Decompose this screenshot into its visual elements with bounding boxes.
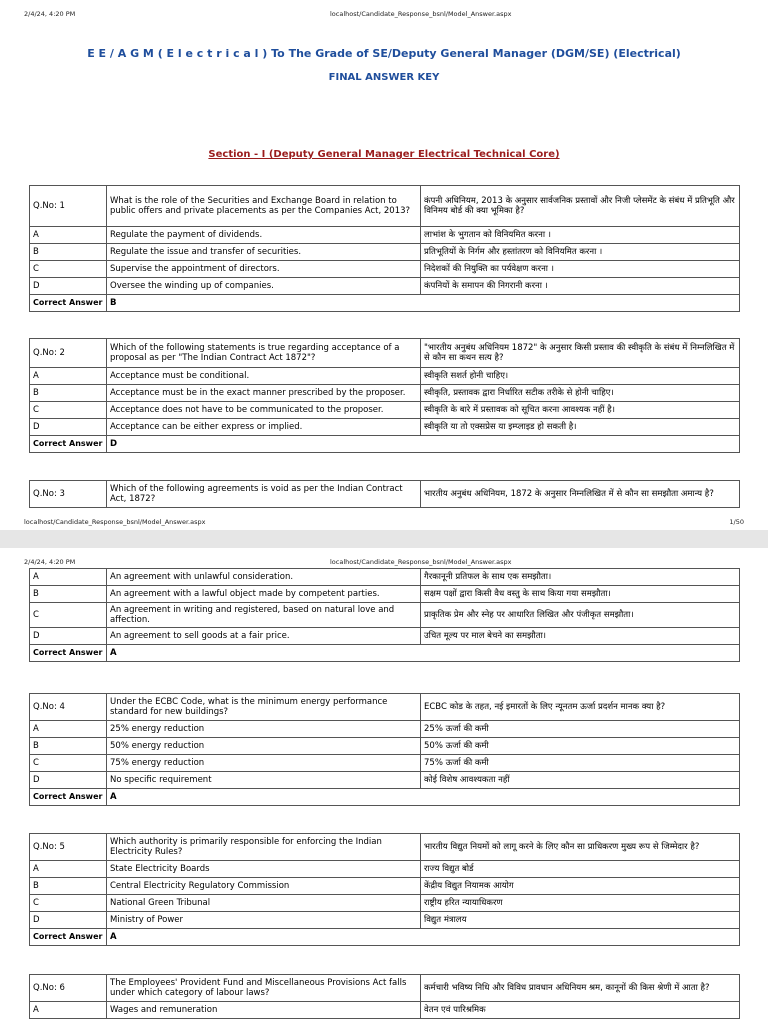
option-key: A bbox=[30, 861, 107, 878]
option-key: A bbox=[30, 227, 107, 244]
option-key: C bbox=[30, 755, 107, 772]
answer-row bbox=[30, 295, 740, 312]
option-row bbox=[30, 628, 740, 645]
page-2 bbox=[0, 548, 768, 1024]
header-date: 2/4/24, 4:20 PM bbox=[24, 558, 76, 566]
option-row bbox=[30, 261, 740, 278]
question-text-hi: ECBC कोड के तहत, नई इमारतों के लिए न्यूनतम ऊर्जा प्रदर्शन मानक क्या है? bbox=[421, 694, 740, 721]
option-text-hi: राज्य विद्युत बोर्ड bbox=[421, 861, 740, 878]
option-text-hi: स्वीकृति सशर्त होनी चाहिए। bbox=[421, 368, 740, 385]
correct-answer-value: A bbox=[107, 645, 740, 662]
option-text-hi: राष्ट्रीय हरित न्यायाधिकरण bbox=[421, 895, 740, 912]
correct-answer-label: Correct Answer bbox=[30, 295, 107, 312]
option-text-en: State Electricity Boards bbox=[107, 861, 421, 878]
option-text-hi: 25% ऊर्जा की कमी bbox=[421, 721, 740, 738]
option-text-hi: गैरकानूनी प्रतिफल के साथ एक समझौता। bbox=[421, 569, 740, 586]
option-text-hi: स्वीकृति, प्रस्तावक द्वारा निर्धारित सटीक तरीके से होनी चाहिए। bbox=[421, 385, 740, 402]
option-text-hi: प्रतिभूतियों के निर्गम और हस्तांतरण को विनियमित करना । bbox=[421, 244, 740, 261]
question-number: Q.No: 2 bbox=[30, 339, 107, 368]
option-key: D bbox=[30, 628, 107, 645]
page-title: E E / A G M ( E l e c t r i c a l ) To The Grade of SE/Deputy General Manager (DGM/SE) (Electrical) bbox=[87, 47, 681, 60]
option-row bbox=[30, 586, 740, 603]
option-row bbox=[30, 755, 740, 772]
option-key: D bbox=[30, 772, 107, 789]
question-row bbox=[30, 481, 740, 508]
option-text-en: 75% energy reduction bbox=[107, 755, 421, 772]
option-key: C bbox=[30, 603, 107, 628]
option-row bbox=[30, 569, 740, 586]
question-table-3-continued bbox=[29, 568, 740, 662]
option-row bbox=[30, 878, 740, 895]
option-text-en: Supervise the appointment of directors. bbox=[107, 261, 421, 278]
option-text-en: An agreement with a lawful object made by competent parties. bbox=[107, 586, 421, 603]
correct-answer-value: A bbox=[107, 929, 740, 946]
option-text-hi: स्वीकृति के बारे में प्रस्तावक को सूचित करना आवश्यक नहीं है। bbox=[421, 402, 740, 419]
question-text-hi: कंपनी अधिनियम, 2013 के अनुसार सार्वजनिक प्रस्तावों और निजी प्लेसमेंट के संबंध में प्रतिभूति और विनिमय बोर्ड की क्या भूमिका है? bbox=[421, 186, 740, 227]
option-row bbox=[30, 244, 740, 261]
footer-url: localhost/Candidate_Response_bsnl/Model_Answer.aspx bbox=[24, 518, 206, 526]
option-key: B bbox=[30, 586, 107, 603]
option-text-hi: 50% ऊर्जा की कमी bbox=[421, 738, 740, 755]
question-text-en: Which of the following agreements is void as per the Indian Contract Act, 1872? bbox=[107, 481, 421, 508]
question-number: Q.No: 5 bbox=[30, 834, 107, 861]
option-text-en: Ministry of Power bbox=[107, 912, 421, 929]
question-text-hi: भारतीय अनुबंध अधिनियम, 1872 के अनुसार निम्नलिखित में से कौन सा समझौता अमान्य है? bbox=[421, 481, 740, 508]
option-row bbox=[30, 227, 740, 244]
option-text-en: Wages and remuneration bbox=[107, 1002, 421, 1019]
option-text-hi: स्वीकृति या तो एक्सप्रेस या इम्प्लाइड हो सकती है। bbox=[421, 419, 740, 436]
option-text-en: Acceptance can be either express or implied. bbox=[107, 419, 421, 436]
question-number: Q.No: 1 bbox=[30, 186, 107, 227]
option-key: B bbox=[30, 738, 107, 755]
option-key: C bbox=[30, 261, 107, 278]
option-text-en: Acceptance must be in the exact manner prescribed by the proposer. bbox=[107, 385, 421, 402]
option-row bbox=[30, 772, 740, 789]
option-text-en: Acceptance does not have to be communicated to the proposer. bbox=[107, 402, 421, 419]
correct-answer-value: A bbox=[107, 789, 740, 806]
option-key: D bbox=[30, 419, 107, 436]
option-text-en: An agreement with unlawful consideration. bbox=[107, 569, 421, 586]
question-row bbox=[30, 975, 740, 1002]
option-row bbox=[30, 912, 740, 929]
option-text-hi: केंद्रीय विद्युत नियामक आयोग bbox=[421, 878, 740, 895]
option-text-hi: लाभांश के भुगतान को विनियमित करना । bbox=[421, 227, 740, 244]
option-text-en: Acceptance must be conditional. bbox=[107, 368, 421, 385]
option-key: A bbox=[30, 569, 107, 586]
option-text-hi: निदेशकों की नियुक्ति का पर्यवेक्षण करना । bbox=[421, 261, 740, 278]
question-text-en: What is the role of the Securities and Exchange Board in relation to public offers and private placements as per the Companies Act, 2013? bbox=[107, 186, 421, 227]
correct-answer-label: Correct Answer bbox=[30, 789, 107, 806]
option-row bbox=[30, 368, 740, 385]
option-text-en: Central Electricity Regulatory Commission bbox=[107, 878, 421, 895]
question-table-6 bbox=[29, 974, 740, 1019]
question-row bbox=[30, 339, 740, 368]
option-row bbox=[30, 278, 740, 295]
option-text-hi: कंपनियों के समापन की निगरानी करना । bbox=[421, 278, 740, 295]
option-text-hi: प्राकृतिक प्रेम और स्नेह पर आधारित लिखित और पंजीकृत समझौता। bbox=[421, 603, 740, 628]
option-text-en: Oversee the winding up of companies. bbox=[107, 278, 421, 295]
question-text-hi: भारतीय विद्युत नियमों को लागू करने के लिए कौन सा प्राधिकरण मुख्य रूप से जिम्मेदार है? bbox=[421, 834, 740, 861]
question-table-3 bbox=[29, 480, 740, 508]
answer-row bbox=[30, 929, 740, 946]
option-key: B bbox=[30, 385, 107, 402]
option-key: B bbox=[30, 878, 107, 895]
question-number: Q.No: 3 bbox=[30, 481, 107, 508]
question-text-en: Under the ECBC Code, what is the minimum energy performance standard for new buildings? bbox=[107, 694, 421, 721]
option-key: B bbox=[30, 244, 107, 261]
question-number: Q.No: 6 bbox=[30, 975, 107, 1002]
option-key: A bbox=[30, 1002, 107, 1019]
footer-page-number: 1/50 bbox=[729, 518, 744, 526]
answer-row bbox=[30, 436, 740, 453]
option-key: A bbox=[30, 368, 107, 385]
option-row bbox=[30, 861, 740, 878]
question-table-1 bbox=[29, 185, 740, 312]
option-text-hi: विद्युत मंत्रालय bbox=[421, 912, 740, 929]
header-url: localhost/Candidate_Response_bsnl/Model_Answer.aspx bbox=[330, 558, 512, 566]
option-row bbox=[30, 1002, 740, 1019]
question-text-en: The Employees' Provident Fund and Miscellaneous Provisions Act falls under which category of labour laws? bbox=[107, 975, 421, 1002]
section-heading: Section - I (Deputy General Manager Electrical Technical Core) bbox=[208, 149, 560, 160]
header-url: localhost/Candidate_Response_bsnl/Model_Answer.aspx bbox=[330, 10, 512, 18]
option-row bbox=[30, 603, 740, 628]
correct-answer-label: Correct Answer bbox=[30, 645, 107, 662]
option-row bbox=[30, 895, 740, 912]
option-text-hi: सक्षम पक्षों द्वारा किसी वैध वस्तु के साथ किया गया समझौता। bbox=[421, 586, 740, 603]
option-row bbox=[30, 385, 740, 402]
question-number: Q.No: 4 bbox=[30, 694, 107, 721]
option-row bbox=[30, 738, 740, 755]
option-key: C bbox=[30, 895, 107, 912]
question-text-hi: "भारतीय अनुबंध अधिनियम 1872" के अनुसार किसी प्रस्ताव की स्वीकृति के संबंध में निम्नलिखित में से कौन सा कथन सत्य है? bbox=[421, 339, 740, 368]
option-text-en: An agreement to sell goods at a fair price. bbox=[107, 628, 421, 645]
option-text-en: Regulate the payment of dividends. bbox=[107, 227, 421, 244]
question-table-4 bbox=[29, 693, 740, 806]
correct-answer-label: Correct Answer bbox=[30, 436, 107, 453]
option-text-en: National Green Tribunal bbox=[107, 895, 421, 912]
option-key: A bbox=[30, 721, 107, 738]
option-row bbox=[30, 402, 740, 419]
answer-row bbox=[30, 789, 740, 806]
option-text-hi: वेतन एवं पारिश्रमिक bbox=[421, 1002, 740, 1019]
option-text-en: 25% energy reduction bbox=[107, 721, 421, 738]
correct-answer-label: Correct Answer bbox=[30, 929, 107, 946]
option-text-en: 50% energy reduction bbox=[107, 738, 421, 755]
question-table-5 bbox=[29, 833, 740, 946]
question-row bbox=[30, 186, 740, 227]
answer-row bbox=[30, 645, 740, 662]
question-table-2 bbox=[29, 338, 740, 453]
question-row bbox=[30, 834, 740, 861]
option-text-hi: कोई विशेष आवश्यकता नहीं bbox=[421, 772, 740, 789]
option-key: D bbox=[30, 278, 107, 295]
page-subtitle: FINAL ANSWER KEY bbox=[328, 72, 440, 83]
option-key: D bbox=[30, 912, 107, 929]
correct-answer-value: B bbox=[107, 295, 740, 312]
header-date: 2/4/24, 4:20 PM bbox=[24, 10, 76, 18]
option-key: C bbox=[30, 402, 107, 419]
option-row bbox=[30, 419, 740, 436]
option-row bbox=[30, 721, 740, 738]
option-text-en: No specific requirement bbox=[107, 772, 421, 789]
page-separator bbox=[0, 530, 768, 548]
question-row bbox=[30, 694, 740, 721]
option-text-hi: 75% ऊर्जा की कमी bbox=[421, 755, 740, 772]
correct-answer-value: D bbox=[107, 436, 740, 453]
question-text-en: Which authority is primarily responsible for enforcing the Indian Electricity Rules? bbox=[107, 834, 421, 861]
question-text-en: Which of the following statements is true regarding acceptance of a proposal as per "The Indian Contract Act 1872"? bbox=[107, 339, 421, 368]
option-text-hi: उचित मूल्य पर माल बेचने का समझौता। bbox=[421, 628, 740, 645]
option-text-en: An agreement in writing and registered, based on natural love and affection. bbox=[107, 603, 421, 628]
question-text-hi: कर्मचारी भविष्य निधि और विविध प्रावधान अधिनियम श्रम, कानूनों की किस श्रेणी में आता है? bbox=[421, 975, 740, 1002]
option-text-en: Regulate the issue and transfer of securities. bbox=[107, 244, 421, 261]
